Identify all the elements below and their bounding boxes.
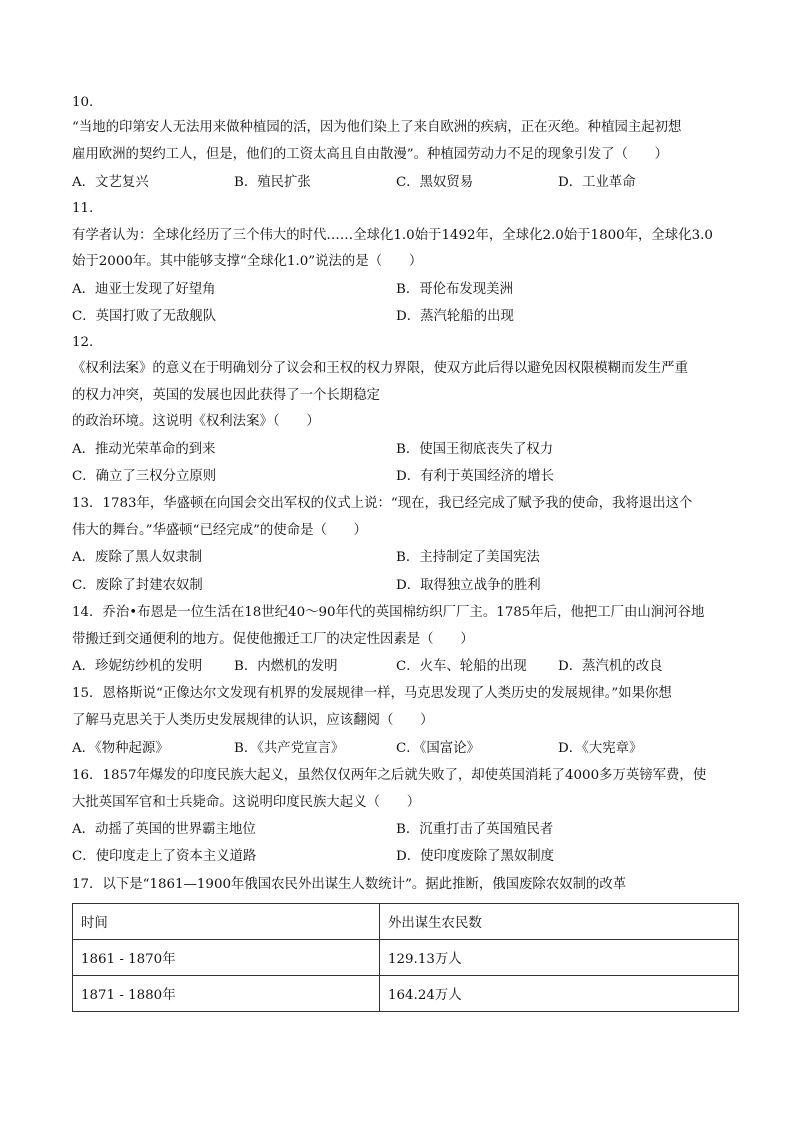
- question-11-text-line-1: 有学者认为：全球化经历了三个伟大的时代……全球化1.0始于1492年，全球化2.0始于1800年，全球化3.0: [72, 228, 713, 243]
- question-14-text-line-2: 带搬迁到交通便利的地方。促使他搬迁工厂的决定性因素是（ ）: [72, 632, 474, 647]
- question-14-option-a[interactable]: A．珍妮纺纱机的发明: [72, 659, 203, 674]
- question-10-option-d[interactable]: D．工业革命: [558, 175, 636, 190]
- question-10-number: 10.: [72, 95, 94, 110]
- question-11-text-line-2: 始于2000年。其中能够支撑“全球化1.0”说法的是（ ）: [72, 254, 423, 269]
- question-17-text-line-1: 17．以下是“1861—1900年俄国农民外出谋生人数统计”。据此推断，俄国废除农奴制的改革: [72, 877, 627, 892]
- question-16-options-row-2: [72, 848, 742, 866]
- table-cell-period: 1861 - 1870年: [73, 940, 380, 976]
- question-15-text-line-2: 了解马克思关于人类历史发展规律的认识，应该翻阅（ ）: [72, 713, 434, 728]
- question-14-option-d[interactable]: D．蒸汽机的改良: [558, 659, 663, 674]
- question-16-option-a[interactable]: A．动摇了英国的世界霸主地位: [72, 822, 256, 837]
- question-12-option-b[interactable]: B．使国王彻底丧失了权力: [396, 442, 554, 457]
- question-10-text-line-2: 雇用欧洲的契约工人，但是，他们的工资太高且自由散漫”。种植园劳动力不足的现象引发了（ ）: [72, 147, 669, 162]
- question-11-option-b[interactable]: B．哥伦布发现美洲: [396, 282, 513, 297]
- question-13-text-line-2: 伟大的舞台。”华盛顿“已经完成”的使命是（ ）: [72, 523, 368, 538]
- question-13-text-line-1: 13．1783年，华盛顿在向国会交出军权的仪式上说：“现在，我已经完成了赋予我的使命，我将退出这个: [72, 496, 693, 511]
- question-13-option-d[interactable]: D．取得独立战争的胜利: [396, 578, 541, 593]
- question-14-option-b[interactable]: B．内燃机的发明: [234, 659, 338, 674]
- question-15-option-a[interactable]: A．《物种起源》: [72, 741, 169, 756]
- question-16-option-c[interactable]: C．使印度走上了资本主义道路: [72, 849, 257, 864]
- question-14-option-c[interactable]: C．火车、轮船的出现: [396, 659, 527, 674]
- question-12-text-line-1: 《权利法案》的意义在于明确划分了议会和王权的权力界限，使双方此后得以避免因权限模糊而发生严重: [72, 361, 688, 376]
- question-13-option-c[interactable]: C．废除了封建农奴制: [72, 578, 203, 593]
- table-row: [73, 976, 739, 1012]
- question-11-options-row-2: [72, 308, 742, 326]
- table-cell-count: 164.24万人: [380, 976, 739, 1012]
- question-13-option-b[interactable]: B．主持制定了美国宪法: [396, 550, 540, 565]
- question-12-text-line-2: 的权力冲突，英国的发展也因此获得了一个长期稳定: [72, 388, 380, 403]
- question-10-option-b[interactable]: B．殖民扩张: [234, 175, 311, 190]
- table-header-row: [73, 904, 739, 940]
- question-11-option-c[interactable]: C．英国打败了无敌舰队: [72, 309, 217, 324]
- question-12-options-row-2: [72, 468, 742, 486]
- question-11-option-d[interactable]: D．蒸汽轮船的出现: [396, 309, 514, 324]
- question-15-text-line-1: 15．恩格斯说“正像达尔文发现有机界的发展规律一样，马克思发现了人类历史的发展规律。”如果你想: [72, 686, 672, 701]
- table-cell-count: 129.13万人: [380, 940, 739, 976]
- question-10-option-c[interactable]: C．黑奴贸易: [396, 175, 474, 190]
- question-13-options-row-2: [72, 577, 742, 595]
- question-16-option-b[interactable]: B．沉重打击了英国殖民者: [396, 822, 554, 837]
- question-15-options: [72, 740, 742, 758]
- question-12-option-d[interactable]: D．有利于英国经济的增长: [396, 469, 555, 484]
- question-15-option-c[interactable]: C．《国富论》: [396, 741, 480, 756]
- table-header-count: 外出谋生农民数: [380, 904, 739, 940]
- question-10-options: [72, 174, 742, 192]
- question-16-text-line-2: 大批英国军官和士兵毙命。这说明印度民族大起义（ ）: [72, 795, 421, 810]
- question-16-option-d[interactable]: D．使印度废除了黑奴制度: [396, 849, 555, 864]
- table-cell-period: 1871 - 1880年: [73, 976, 380, 1012]
- question-12-option-c[interactable]: C．确立了三权分立原则: [72, 469, 217, 484]
- question-12-text-line-3: 的政治环境。这说明《权利法案》（ ）: [72, 414, 320, 429]
- question-12-number: 12.: [72, 335, 94, 350]
- question-16-options-row-1: [72, 821, 742, 839]
- question-15-option-b[interactable]: B．《共产党宣言》: [234, 741, 345, 756]
- question-14-text-line-1: 14．乔治•布恩是一位生活在18世纪40～90年代的英国棉纺织厂厂主。1785年后，他把工厂由山涧河谷地: [72, 605, 705, 620]
- emigration-statistics-table: [72, 903, 739, 1012]
- question-13-option-a[interactable]: A．废除了黑人奴隶制: [72, 550, 203, 565]
- question-12-options-row-1: [72, 441, 742, 459]
- table-header-period: 时间: [73, 904, 380, 940]
- question-16-text-line-1: 16．1857年爆发的印度民族大起义，虽然仅仅两年之后就失败了，却使英国消耗了4000多万英镑军费，使: [72, 768, 707, 783]
- question-14-options: [72, 658, 742, 676]
- question-13-options-row-1: [72, 549, 742, 567]
- question-10-option-a[interactable]: A．文艺复兴: [72, 175, 149, 190]
- question-10-text-line-1: “当地的印第安人无法用来做种植园的活，因为他们染上了来自欧洲的疾病，正在灭绝。种植园主起初想: [72, 120, 682, 135]
- table-row: [73, 940, 739, 976]
- question-11-option-a[interactable]: A．迪亚士发现了好望角: [72, 282, 216, 297]
- question-11-number: 11.: [72, 201, 94, 216]
- question-12-option-a[interactable]: A．推动光荣革命的到来: [72, 442, 216, 457]
- question-15-option-d[interactable]: D．《大宪章》: [558, 741, 643, 756]
- question-11-options-row-1: [72, 281, 742, 299]
